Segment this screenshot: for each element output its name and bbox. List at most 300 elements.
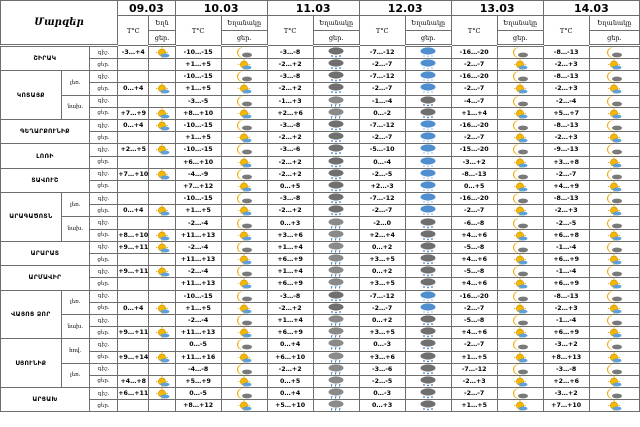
weather-icon-cell — [589, 107, 639, 119]
table-row — [1, 278, 640, 290]
temp-cell: +4…+6 — [451, 254, 497, 266]
table-row — [1, 388, 640, 400]
weather-icon-cell — [405, 400, 451, 412]
temp-cell: -4…-9 — [175, 168, 221, 180]
temp-cell: +3…+6 — [267, 229, 313, 241]
region-name: ՍՅՈՒՆԻՔ — [1, 339, 62, 388]
temp-cell: -10…-15 — [175, 144, 221, 156]
temp-cell — [118, 193, 149, 205]
temp-cell: -8…-13 — [543, 71, 589, 83]
weather-icon-cell — [149, 388, 175, 400]
region-name: ԱՐՑԱԽ — [1, 388, 90, 412]
weather-icon-cell — [497, 217, 543, 229]
temp-cell: -2…+3 — [543, 205, 589, 217]
temp-cell: +1…+5 — [451, 400, 497, 412]
weather-icon-cell — [221, 193, 267, 205]
moon-icon — [222, 218, 267, 229]
temp-cell: -1…-4 — [543, 266, 589, 278]
region-name: ԼՈՌԻ — [1, 144, 90, 168]
temp-column-header: T°C — [267, 16, 313, 46]
temp-cell: -2…-7 — [359, 132, 405, 144]
temp-cell: +6…+9 — [543, 278, 589, 290]
rain-icon — [314, 376, 359, 387]
temp-cell: 0…+3 — [359, 400, 405, 412]
temp-cell: 0…-3 — [359, 388, 405, 400]
sunny-icon — [590, 352, 639, 363]
temp-cell: -2…-7 — [451, 388, 497, 400]
temp-cell: -1…-4 — [543, 241, 589, 253]
temp-cell: -1…-4 — [359, 95, 405, 107]
temp-cell: +2…+6 — [543, 375, 589, 387]
moon-icon — [590, 266, 639, 277]
moon-icon — [590, 120, 639, 131]
period-label: գիշ. — [89, 95, 117, 107]
sunny-icon — [149, 205, 174, 216]
weather-icon-cell — [589, 193, 639, 205]
weather-icon-cell — [149, 132, 175, 144]
weather-icon-cell — [221, 278, 267, 290]
temp-cell: 0…+4 — [118, 205, 149, 217]
weather-icon-cell — [149, 59, 175, 71]
temp-cell: -3…-6 — [267, 144, 313, 156]
temp-cell: +6…+10 — [175, 156, 221, 168]
weather-icon-cell — [497, 59, 543, 71]
snow-icon — [406, 327, 451, 338]
temp-cell: -16…-20 — [451, 119, 497, 131]
period-label: գիշ. — [89, 339, 117, 351]
temp-cell: -9…-13 — [543, 144, 589, 156]
region-name: ԱՐԱԳԱԾՈՏՆ — [1, 193, 62, 242]
temp-cell: -2…-7 — [543, 168, 589, 180]
weather-icon-cell — [589, 400, 639, 412]
temp-cell: -2…-7 — [451, 302, 497, 314]
sunny-icon — [498, 59, 543, 70]
period-label: գիշ. — [89, 363, 117, 375]
date-header: 11.03 — [267, 1, 359, 16]
moon-icon — [498, 266, 543, 277]
temp-cell: 0…+2 — [359, 314, 405, 326]
snow-icon — [314, 193, 359, 204]
sunny-icon — [222, 376, 267, 387]
sunny-icon — [590, 303, 639, 314]
sunny-icon — [498, 132, 543, 143]
snow-icon — [406, 218, 451, 229]
temp-cell: +8…+12 — [175, 400, 221, 412]
period-label: գիշ. — [89, 266, 117, 278]
date-header: 12.03 — [359, 1, 451, 16]
period-label: ցեր. — [89, 83, 117, 95]
period-label: գիշ. — [89, 168, 117, 180]
moon-icon — [222, 364, 267, 375]
temp-cell: +1…+4 — [451, 107, 497, 119]
weather-icon-cell — [405, 339, 451, 351]
weather-icon-cell — [497, 314, 543, 326]
weather-icon-cell — [221, 266, 267, 278]
weather-icon-cell — [313, 339, 359, 351]
rain-icon — [314, 364, 359, 375]
temp-cell: 0…-3 — [359, 339, 405, 351]
moon-icon — [590, 71, 639, 82]
sunny-icon — [498, 303, 543, 314]
period-label: գիշ. — [89, 290, 117, 302]
date-header: 09.03 — [118, 1, 176, 16]
period-label: ցեր. — [89, 180, 117, 192]
snow-icon — [314, 205, 359, 216]
snowcloud-icon — [406, 205, 451, 216]
temp-cell: +2…-3 — [359, 180, 405, 192]
temp-column-header: T°C — [118, 16, 149, 46]
weather-icon-cell — [589, 327, 639, 339]
day-column-header: ցեր. — [589, 31, 639, 46]
weather-icon-cell — [221, 83, 267, 95]
temp-cell — [118, 290, 149, 302]
weather-icon-cell — [497, 156, 543, 168]
temp-cell: -3…+2 — [451, 156, 497, 168]
moon-icon — [498, 120, 543, 131]
sunny-icon — [222, 108, 267, 119]
sunny-icon — [498, 230, 543, 241]
temp-cell — [118, 180, 149, 192]
temp-cell: +8…+10 — [118, 229, 149, 241]
sunny-icon — [498, 108, 543, 119]
temp-cell: -2…+2 — [267, 132, 313, 144]
temp-cell: -7…-12 — [359, 119, 405, 131]
snow-icon — [314, 83, 359, 94]
table-row — [1, 363, 640, 375]
temp-cell: +4…+8 — [118, 375, 149, 387]
temp-cell: +5…+10 — [267, 400, 313, 412]
region-name: ԱՐԱՐԱՏ — [1, 241, 90, 265]
weather-icon-cell — [149, 327, 175, 339]
temp-cell: +11…+16 — [175, 351, 221, 363]
weather-icon-cell — [497, 193, 543, 205]
snowcloud-icon — [406, 193, 451, 204]
weather-icon-cell — [313, 278, 359, 290]
table-row — [1, 180, 640, 192]
weather-icon-cell — [149, 217, 175, 229]
weather-icon-cell — [497, 339, 543, 351]
temp-cell: -4…-7 — [451, 95, 497, 107]
temp-cell — [118, 339, 149, 351]
sunny-icon — [590, 181, 639, 192]
table-row — [1, 132, 640, 144]
snow-icon — [406, 339, 451, 350]
weather-icon-cell — [221, 241, 267, 253]
weather-column-header: Եղանակը — [221, 16, 267, 31]
period-label: գիշ. — [89, 388, 117, 400]
temp-cell: +6…+9 — [543, 254, 589, 266]
temp-cell: 0…+4 — [118, 83, 149, 95]
moon-icon — [222, 71, 267, 82]
weather-icon-cell — [313, 363, 359, 375]
temp-cell: +4…+6 — [451, 229, 497, 241]
weather-icon-cell — [405, 327, 451, 339]
snow-icon — [314, 71, 359, 82]
weather-icon-cell — [313, 400, 359, 412]
temp-cell: -2…+3 — [451, 375, 497, 387]
rain-icon — [314, 339, 359, 350]
weather-icon-cell — [149, 363, 175, 375]
temp-cell: -7…-12 — [359, 193, 405, 205]
weather-icon-cell — [589, 217, 639, 229]
sunny-icon — [498, 376, 543, 387]
weather-icon-cell — [149, 290, 175, 302]
moon-icon — [222, 169, 267, 180]
weather-icon-cell — [405, 241, 451, 253]
temp-cell: -2…+3 — [543, 59, 589, 71]
weather-icon-cell — [221, 205, 267, 217]
table-row — [1, 290, 640, 302]
temp-cell: 0…+2 — [359, 241, 405, 253]
weather-icon-cell — [497, 144, 543, 156]
weather-icon-cell — [497, 180, 543, 192]
weather-icon-cell — [497, 168, 543, 180]
temp-cell: -2…-7 — [359, 205, 405, 217]
temp-cell: 0…+2 — [359, 266, 405, 278]
sunny-icon — [590, 132, 639, 143]
weather-icon-cell — [313, 46, 359, 59]
temp-cell: -16…-20 — [451, 193, 497, 205]
temp-cell: -16…-20 — [451, 290, 497, 302]
snowcloud-icon — [406, 169, 451, 180]
snowcloud-icon — [406, 132, 451, 143]
region-name: ԿՈՏԱՅՔ — [1, 71, 62, 120]
sunny-icon — [149, 108, 174, 119]
weather-icon-cell — [405, 217, 451, 229]
table-row — [1, 217, 640, 229]
temp-cell: +6…+10 — [267, 351, 313, 363]
temp-cell: -15…-20 — [451, 144, 497, 156]
moon-icon — [498, 71, 543, 82]
temp-cell: +5…+7 — [543, 107, 589, 119]
sunny-icon — [590, 327, 639, 338]
temp-cell: +1…+4 — [267, 314, 313, 326]
weather-icon-cell — [149, 71, 175, 83]
temp-cell: 0…-5 — [175, 339, 221, 351]
moon-icon — [498, 218, 543, 229]
temp-cell: -16…-20 — [451, 46, 497, 59]
weather-icon-cell — [405, 314, 451, 326]
weather-icon-cell — [589, 132, 639, 144]
rain-icon — [314, 315, 359, 326]
moon-icon — [222, 96, 267, 107]
weather-icon-cell — [221, 107, 267, 119]
snow-icon — [314, 144, 359, 155]
table-row — [1, 144, 640, 156]
subregion-label: նախ. — [61, 314, 89, 338]
period-label: ցեր. — [89, 375, 117, 387]
weather-icon-cell — [149, 83, 175, 95]
snowcloud-icon — [406, 47, 451, 58]
temp-cell: -2…-4 — [175, 266, 221, 278]
weather-icon-cell — [313, 193, 359, 205]
sunny-icon — [222, 157, 267, 168]
temp-cell: -8…-13 — [543, 46, 589, 59]
weather-icon-cell — [589, 71, 639, 83]
temp-cell: -3…-8 — [543, 363, 589, 375]
sunny-icon — [222, 278, 267, 289]
sunny-icon — [149, 388, 174, 399]
moon-icon — [498, 144, 543, 155]
moon-icon — [590, 339, 639, 350]
weather-icon-cell — [497, 95, 543, 107]
weather-icon-cell — [589, 205, 639, 217]
temp-cell: -16…-20 — [451, 71, 497, 83]
weather-icon-cell — [221, 327, 267, 339]
weather-icon-cell — [149, 168, 175, 180]
weather-column-header: Եղանակը — [589, 16, 639, 31]
sunny-icon — [498, 205, 543, 216]
weather-icon-cell — [589, 375, 639, 387]
weather-icon-cell — [313, 59, 359, 71]
weather-icon-cell — [313, 95, 359, 107]
weather-icon-cell — [589, 168, 639, 180]
temp-cell: +1…+4 — [267, 266, 313, 278]
temp-cell: +9…+11 — [118, 327, 149, 339]
temp-cell: +6…+8 — [543, 229, 589, 241]
weather-icon-cell — [497, 351, 543, 363]
temp-cell: 0…+5 — [451, 180, 497, 192]
temp-cell: -2…-7 — [451, 59, 497, 71]
sunny-icon — [149, 242, 174, 253]
temp-cell: -2…+3 — [543, 83, 589, 95]
weather-icon-cell — [589, 59, 639, 71]
temp-cell: -10…-15 — [175, 71, 221, 83]
weather-icon-cell — [221, 363, 267, 375]
weather-icon-cell — [497, 388, 543, 400]
temp-cell: -2…-4 — [543, 95, 589, 107]
snow-icon — [314, 169, 359, 180]
weather-icon-cell — [221, 400, 267, 412]
weather-icon-cell — [405, 144, 451, 156]
temp-cell: -2…-7 — [359, 302, 405, 314]
snow-icon — [406, 242, 451, 253]
weather-icon-cell — [221, 46, 267, 59]
weather-icon-cell — [405, 46, 451, 59]
snow-icon — [314, 291, 359, 302]
rain-icon — [314, 254, 359, 265]
weather-column-header: Եղանակը — [313, 16, 359, 31]
weather-icon-cell — [405, 119, 451, 131]
sunny-icon — [149, 169, 174, 180]
sunny-icon — [222, 230, 267, 241]
temp-cell: -2…-5 — [359, 375, 405, 387]
weather-icon-cell — [497, 241, 543, 253]
temp-cell: -5…-8 — [451, 266, 497, 278]
weather-icon-cell — [497, 327, 543, 339]
weather-icon-cell — [497, 119, 543, 131]
table-row — [1, 254, 640, 266]
sunny-icon — [222, 254, 267, 265]
sunny-icon — [590, 376, 639, 387]
weather-icon-cell — [589, 363, 639, 375]
rain-icon — [314, 108, 359, 119]
weather-icon-cell — [221, 95, 267, 107]
temp-cell: +1…+5 — [175, 302, 221, 314]
temp-cell: -2…+2 — [267, 363, 313, 375]
weather-icon-cell — [149, 205, 175, 217]
temp-cell: -7…-12 — [359, 290, 405, 302]
snowcloud-icon — [406, 59, 451, 70]
weather-icon-cell — [313, 168, 359, 180]
temp-cell: -6…-8 — [451, 217, 497, 229]
weather-icon-cell — [405, 388, 451, 400]
subregion-label: լեռ. — [61, 193, 89, 217]
day-column-header: ցեր. — [497, 31, 543, 46]
temp-cell: -3…-6 — [359, 363, 405, 375]
temp-cell: +1…+5 — [451, 351, 497, 363]
weather-icon-cell — [405, 71, 451, 83]
weather-icon-cell — [589, 83, 639, 95]
temp-cell: +9…+11 — [118, 266, 149, 278]
temp-cell: +11…+13 — [175, 278, 221, 290]
weather-icon-cell — [405, 95, 451, 107]
region-column-header: Մարզեր — [1, 1, 118, 46]
weather-icon-cell — [497, 132, 543, 144]
weather-icon-cell — [405, 83, 451, 95]
rain-icon — [314, 96, 359, 107]
weather-icon-cell — [313, 375, 359, 387]
weather-icon-cell — [221, 132, 267, 144]
temp-cell: -2…-4 — [175, 217, 221, 229]
weather-icon-cell — [589, 314, 639, 326]
temp-cell: +1…+5 — [175, 132, 221, 144]
table-row — [1, 107, 640, 119]
sunny-icon — [149, 230, 174, 241]
weather-icon-cell — [313, 144, 359, 156]
table-row — [1, 339, 640, 351]
temp-cell — [118, 400, 149, 412]
weather-icon-cell — [149, 266, 175, 278]
weather-icon-cell — [149, 375, 175, 387]
weather-icon-cell — [149, 95, 175, 107]
temp-cell: +7…+9 — [118, 107, 149, 119]
temp-cell: 0…+4 — [267, 339, 313, 351]
weather-icon-cell — [405, 229, 451, 241]
weather-icon-cell — [589, 254, 639, 266]
weather-icon-cell — [313, 180, 359, 192]
sunny-icon — [498, 400, 543, 411]
sunny-icon — [222, 181, 267, 192]
weather-icon-cell — [405, 156, 451, 168]
moon-icon — [498, 364, 543, 375]
temp-cell: -3…-8 — [267, 290, 313, 302]
rain-icon — [314, 388, 359, 399]
period-label: գիշ. — [89, 314, 117, 326]
snow-icon — [406, 364, 451, 375]
snowcloud-icon — [406, 83, 451, 94]
table-row — [1, 400, 640, 412]
temp-cell: +5…+9 — [175, 375, 221, 387]
weather-icon-cell — [497, 363, 543, 375]
weather-icon-cell — [221, 71, 267, 83]
temp-cell: +9…+14 — [118, 351, 149, 363]
weather-icon-cell — [313, 266, 359, 278]
weather-icon-cell — [221, 302, 267, 314]
weather-icon-cell — [589, 339, 639, 351]
weather-icon-cell — [313, 241, 359, 253]
temp-cell: +3…+5 — [359, 278, 405, 290]
period-label: ցեր. — [89, 59, 117, 71]
temp-cell: -8…-13 — [543, 193, 589, 205]
weather-icon-cell — [497, 375, 543, 387]
rain-icon — [314, 218, 359, 229]
temp-cell: +11…+13 — [175, 229, 221, 241]
temp-cell: -5…-10 — [359, 144, 405, 156]
snow-icon — [406, 96, 451, 107]
moon-icon — [590, 47, 639, 58]
snow-icon — [314, 132, 359, 143]
